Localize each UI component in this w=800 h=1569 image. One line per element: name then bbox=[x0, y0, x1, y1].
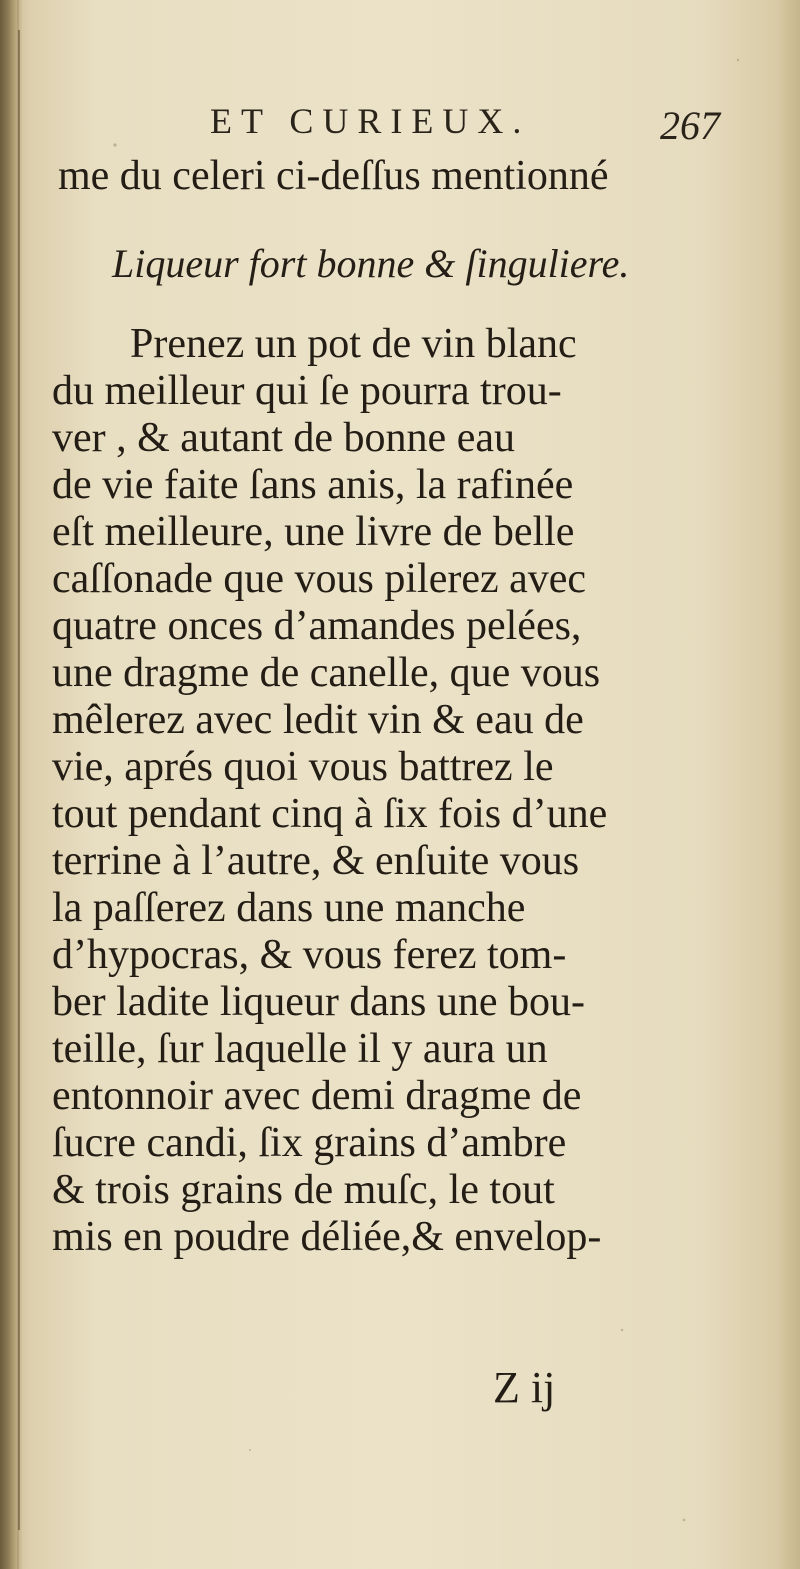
text-line: quatre onces d’amandes pelées, bbox=[52, 603, 582, 649]
text-line: & trois grains de muſc, le tout bbox=[52, 1167, 555, 1213]
text-line: eſt meilleure, une livre de belle bbox=[52, 509, 575, 555]
section-heading: Liqueur fort bonne & ſinguliere. bbox=[112, 241, 630, 286]
text-line: Prenez un pot de vin blanc bbox=[130, 321, 577, 367]
text-line: caſſonade que vous pilerez avec bbox=[52, 556, 587, 602]
text-line: d’hypocras, & vous ferez tom- bbox=[52, 932, 567, 978]
text-line: du meilleur qui ſe pourra trou- bbox=[52, 368, 562, 414]
text-line: ſucre candi, ſix grains d’ambre bbox=[52, 1120, 567, 1166]
text-line: la paſſerez dans une manche bbox=[52, 885, 526, 931]
text-line: teille, ſur laquelle il y aura un bbox=[52, 1026, 548, 1072]
text-line: ber ladite liqueur dans une bou- bbox=[52, 979, 585, 1025]
text-line: une dragme de canelle, que vous bbox=[52, 650, 601, 696]
text-line: de vie faite ſans anis, la rafinée bbox=[52, 462, 574, 508]
text-line: tout pendant cinq à ſix fois d’une bbox=[52, 791, 608, 837]
text-line: ver , & autant de bonne eau bbox=[52, 415, 515, 461]
page-number: 267 bbox=[660, 103, 720, 148]
text-line: vie, aprés quoi vous battrez le bbox=[52, 744, 554, 790]
text-line: mis en poudre déliée,& envelop- bbox=[52, 1214, 602, 1260]
signature-mark: Z ij bbox=[493, 1363, 556, 1412]
text-line: terrine à l’autre, & enſuite vous bbox=[52, 838, 580, 884]
running-head: ET CURIEUX. bbox=[210, 101, 531, 141]
text-line: me du celeri ci-deſſus mentionné bbox=[58, 153, 609, 199]
text-line: mêlerez avec ledit vin & eau de bbox=[52, 697, 584, 743]
text-line: entonnoir avec demi dragme de bbox=[52, 1073, 582, 1119]
